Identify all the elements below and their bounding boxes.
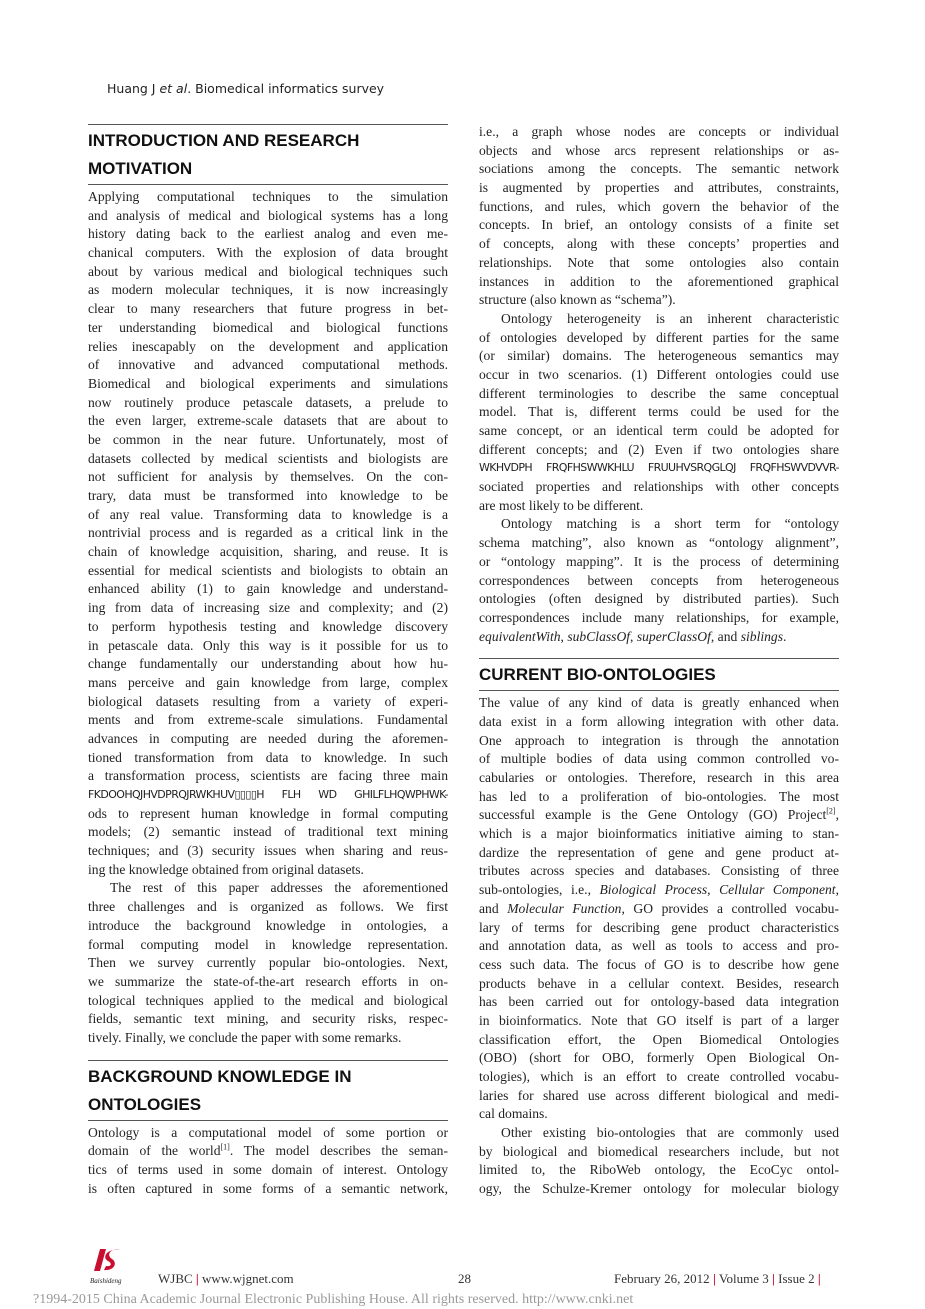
- text-line: we summarize the state-of-the-art research efforts in on-: [88, 973, 448, 989]
- paragraph: [88, 1124, 448, 1199]
- running-head: [107, 81, 384, 96]
- text-line: trary, data must be transformed into knowledge to be: [88, 488, 448, 503]
- text-line: nontrivial process and is regarded as a critical link in the: [88, 525, 448, 541]
- text-line: WKHVDPH FRQFHSWWKHLU FRUUHVSRQGLQJ FRQFHSWVDVVR-: [479, 461, 839, 475]
- pub-date: February 26, 2012: [614, 1271, 710, 1286]
- text-line: classification effort, the Open Biomedical Ontologies: [479, 1031, 839, 1047]
- text-line: mans perceive and gain knowledge from large, complex: [88, 674, 448, 690]
- italic-term: equivalentWith: [479, 628, 561, 644]
- text-line: domain of the world[1]. The model describes the seman-: [88, 1142, 448, 1159]
- text-line: objects and whose arcs represent relationships or as-: [479, 142, 839, 158]
- text-line: by biological and biomedical researchers include, but not: [479, 1143, 839, 1159]
- paragraph: [479, 1124, 839, 1199]
- text-line: Other existing bio-ontologies that are commonly used: [501, 1125, 839, 1141]
- text-line: Ontology matching is a short term for “ontology: [501, 516, 839, 532]
- paragraph: [479, 694, 839, 1124]
- text-line: of innovative and advanced computational methods.: [88, 357, 448, 373]
- text-line: of concepts, along with these concepts’ properties and: [479, 236, 839, 252]
- section-heading: [88, 1060, 448, 1121]
- footer-journal: [158, 1271, 294, 1287]
- text-line: about by various medical and biological techniques such: [88, 263, 448, 279]
- section-heading-line: MOTIVATION: [88, 159, 193, 178]
- text-line: of any real value. Transforming data to knowledge is a: [88, 506, 448, 522]
- text-line: in petascale data. Only this way is it possible for us to: [88, 637, 448, 653]
- text-line: chanical computers. With the explosion of data brought: [88, 245, 448, 261]
- text-line: correspondences between concepts from heterogeneous: [479, 572, 839, 588]
- text-line: Ontology is a computational model of some portion or: [88, 1124, 448, 1140]
- text-line: in bioinformatics. Note that GO itself is part of a larger: [479, 1012, 839, 1028]
- text-line: techniques; and (3) security issues when sharing and reus-: [88, 843, 448, 859]
- section-heading-line: ONTOLOGIES: [88, 1094, 202, 1114]
- volume: Volume 3: [718, 1271, 769, 1286]
- italic-term: Biological Process: [599, 882, 708, 898]
- watermark: ?1994-2015 China Academic Journal Electronic Publishing House. All rights reserved. http://www.cnki.net: [33, 1292, 634, 1307]
- italic-term: Cellular Component: [719, 882, 836, 898]
- right-column: [479, 123, 839, 1199]
- paragraph: [479, 515, 839, 646]
- text-line: as modern molecular techniques, it is now increasingly: [88, 282, 448, 298]
- text-line: Then we survey currently popular bio-ontologies. Next,: [88, 955, 448, 971]
- text-line: the even larger, extreme-scale datasets that are about to: [88, 413, 448, 429]
- text-line: The rest of this paper addresses the aforementioned: [110, 880, 448, 896]
- text-line: introduce the background knowledge in ontologies, a: [88, 917, 448, 933]
- running-head-etal: et al: [159, 81, 188, 96]
- section-heading-line: BACKGROUND KNOWLEDGE IN: [88, 1066, 352, 1086]
- text-line: different concepts; and (2) Even if two ontologies share: [479, 441, 839, 457]
- running-head-title: . Biomedical informatics survey: [187, 81, 385, 96]
- text-line: Biomedical and biological experiments and simulations: [88, 375, 448, 391]
- journal-name: WJBC: [158, 1271, 193, 1286]
- text-line: has led to a proliferation of bio-ontologies. The most: [479, 788, 839, 804]
- issue: Issue 2: [778, 1271, 815, 1286]
- citation-ref[interactable]: [1]: [220, 1142, 230, 1152]
- text-line: cabularies or ontologies. Therefore, research in this area: [479, 770, 839, 785]
- text-line: is often captured in some forms of a semantic network,: [88, 1180, 448, 1196]
- text-line: cal domains.: [479, 1106, 548, 1122]
- text-line: not sufficient for analysis by themselves. On the con-: [88, 469, 448, 485]
- page-number: 28: [458, 1271, 471, 1286]
- running-head-authors: Huang J: [107, 81, 160, 96]
- text-line: or “ontology mapping”. It is the process of determining: [479, 553, 839, 569]
- text-line: ods to represent human knowledge in formal computing: [88, 805, 448, 821]
- text-line: lary of terms for describing gene product characteristics: [479, 919, 839, 935]
- paragraph: [88, 879, 448, 1047]
- text-line: dardize the representation of gene and gene product at-: [479, 844, 839, 860]
- left-column: [88, 124, 448, 1198]
- text-line: correspondences include many relationships, for example,: [479, 609, 839, 625]
- text-line: FKDOOHQJHVDPRQJRWKHUV▯▯▯▯H FLH WD GHILFLHQWPHWK-: [88, 788, 448, 801]
- text-line: cess such data. The focus of GO is to describe how gene: [479, 956, 839, 972]
- italic-term: subClassOf: [567, 628, 631, 644]
- text-line: sub-ontologies, i.e., Biological Process, Cellular Component,: [479, 882, 839, 898]
- text-line: formal computing model in knowledge representation.: [88, 936, 448, 952]
- text-line: different terminologies to describe the same conceptual: [479, 385, 839, 401]
- text-line: functions, and rules, which govern the behavior of the: [479, 198, 839, 214]
- text-line: three challenges and is organized as follows. We first: [88, 899, 448, 915]
- text-line: of multiple bodies of data using common controlled vo-: [479, 751, 839, 767]
- text-line: structure (also known as “schema”).: [479, 292, 676, 308]
- text-line: products behave in a cellular context. Besides, research: [479, 975, 839, 991]
- text-line: tively. Finally, we conclude the paper with some remarks.: [88, 1029, 402, 1045]
- text-line: to perform hypothesis testing and knowledge discovery: [88, 618, 448, 634]
- italic-term: siblings: [740, 628, 784, 644]
- text-line: has been carried out for ontology-based data integration: [479, 994, 839, 1010]
- text-line: successful example is the Gene Ontology (GO) Project[2],: [479, 806, 839, 823]
- text-line: One approach to integration is through the annotation: [479, 732, 839, 748]
- text-line: sociated properties and relationships with other concepts: [479, 479, 839, 495]
- text-line: ments and from extreme-scale simulations. Fundamental: [88, 712, 448, 728]
- text-line: advances in computing are needed during the aforemen-: [88, 730, 448, 746]
- text-line: occur in two scenarios. (1) Different ontologies could use: [479, 366, 839, 382]
- text-line: and analysis of medical and biological systems has a long: [88, 207, 448, 223]
- text-line: ing the knowledge obtained from original datasets.: [88, 861, 364, 877]
- text-line: relationships. Note that some ontologies also contain: [479, 254, 839, 270]
- paragraph: [479, 123, 839, 310]
- section-heading: [479, 658, 839, 691]
- italic-term: superClassOf: [636, 628, 711, 644]
- text-line: clear to many researchers that future progress in bet-: [88, 301, 448, 317]
- journal-url[interactable]: www.wjgnet.com: [202, 1271, 294, 1286]
- separator: |: [195, 1271, 199, 1286]
- section-heading-line: CURRENT BIO-ONTOLOGIES: [479, 665, 716, 685]
- baishideng-logo: [88, 1247, 128, 1287]
- text-line: biological datasets resulting from a variety of experi-: [88, 693, 448, 709]
- text-line: Ontology heterogeneity is an inherent characteristic: [501, 310, 839, 326]
- text-line: (or similar) domains. The heterogeneous semantics may: [479, 348, 839, 364]
- text-line: ogy, the Schulze-Kremer ontology for molecular biology: [479, 1181, 839, 1197]
- text-line: ter understanding biomedical and biological functions: [88, 319, 448, 335]
- text-line: tological techniques applied to the medical and biological: [88, 992, 448, 1008]
- text-line: essential for medical scientists and biologists to obtain an: [88, 562, 448, 578]
- text-line: equivalentWith, subClassOf, superClassOf, and siblings.: [479, 628, 787, 644]
- citation-ref[interactable]: [2]: [826, 806, 836, 816]
- text-line: be common in the near future. Unfortunately, most of: [88, 431, 448, 447]
- italic-term: Molecular Function: [507, 900, 622, 916]
- text-line: tioned transformation from data to knowledge. In such: [88, 749, 448, 765]
- text-line: tics of terms used in some domain of interest. Ontology: [88, 1162, 448, 1177]
- text-line: are most likely to be different.: [479, 497, 644, 513]
- text-line: ing from data of increasing size and complexity; and (2): [88, 600, 448, 616]
- text-line: datasets collected by medical scientists and biologists are: [88, 450, 448, 466]
- text-line: Applying computational techniques to the simulation: [88, 189, 448, 204]
- text-line: which is a major bioinformatics initiative aiming to stan-: [479, 826, 839, 842]
- text-line: models; (2) semantic instead of traditional text mining: [88, 824, 448, 840]
- text-line: data exist in a form allowing integration with other data.: [479, 713, 839, 729]
- text-line: sociations among the concepts. The semantic network: [479, 161, 839, 177]
- text-line: ontologies (often designed by distributed parties). Such: [479, 591, 839, 607]
- text-line: is augmented by properties and attributes, constraints,: [479, 180, 839, 196]
- text-line: history dating back to the earliest analog and even me-: [88, 226, 448, 242]
- text-line: model. That is, different terms could be used for the: [479, 404, 839, 420]
- paragraph: [88, 188, 448, 879]
- text-line: chain of knowledge acquisition, sharing, and reuse. It is: [88, 544, 448, 560]
- separator: |: [712, 1271, 716, 1286]
- text-line: i.e., a graph whose nodes are concepts or individual: [479, 124, 839, 139]
- section-heading-line: INTRODUCTION AND RESEARCH: [88, 131, 360, 150]
- text-line: The value of any kind of data is greatly enhanced when: [479, 695, 839, 711]
- svg-text:Baishideng: Baishideng: [90, 1277, 122, 1285]
- text-line: and Molecular Function, GO provides a controlled vocabu-: [479, 900, 839, 916]
- text-line: laries for shared use across different biological and medi-: [479, 1087, 839, 1103]
- text-line: and annotation data, as well as tools to access and pro-: [479, 938, 839, 954]
- text-line: tologies), which is an effort to create controlled vocabu-: [479, 1069, 839, 1084]
- text-line: relies inescapably on the development and application: [88, 338, 448, 354]
- text-line: change fundamentally our understanding about how hu-: [88, 656, 448, 672]
- text-line: (OBO) (short for OBO, formerly Open Biological On-: [479, 1050, 839, 1066]
- text-line: instances in addition to the aforementioned graphical: [479, 273, 839, 289]
- section-heading: [88, 124, 448, 185]
- footer-issue-info: [614, 1271, 821, 1287]
- text-line: enhanced ability (1) to gain knowledge and understand-: [88, 581, 448, 597]
- text-line: now routinely produce petascale datasets, a prelude to: [88, 394, 448, 410]
- separator: |: [772, 1271, 775, 1286]
- text-line: schema matching”, also known as “ontology alignment”,: [479, 535, 839, 551]
- text-line: of ontologies developed by different parties for the same: [479, 329, 839, 345]
- text-line: same concept, or an identical term could be adopted for: [479, 423, 839, 438]
- text-line: a transformation process, scientists are facing three main: [88, 768, 448, 784]
- text-line: concepts. In brief, an ontology consists of a finite set: [479, 217, 839, 233]
- paragraph: [479, 310, 839, 516]
- text-line: fields, semantic text mining, and security risks, respec-: [88, 1011, 448, 1027]
- text-line: tributes across species and databases. Consisting of three: [479, 863, 839, 879]
- text-line: limited to, the RiboWeb ontology, the EcoCyc ontol-: [479, 1162, 839, 1178]
- separator: |: [817, 1271, 821, 1286]
